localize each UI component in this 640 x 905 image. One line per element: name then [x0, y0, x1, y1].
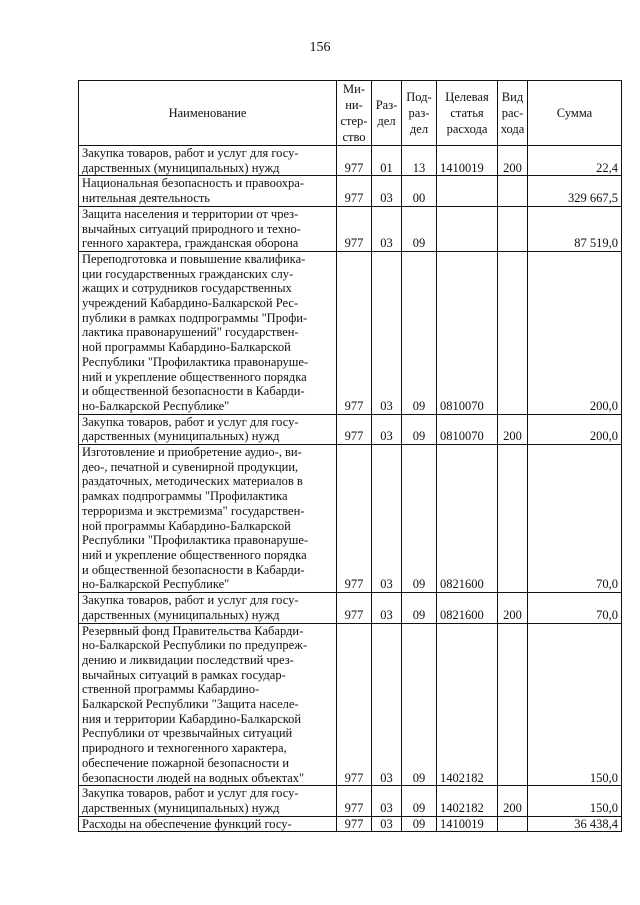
- row-name: Закупка товаров, работ и услуг для госу- дарственных (муниципальных) нужд: [79, 786, 337, 816]
- row-section: 03: [372, 176, 402, 206]
- row-ministry: 977: [337, 445, 372, 593]
- row-target-item: 0810070: [437, 251, 498, 414]
- row-subsection: 09: [402, 623, 437, 786]
- row-amount: 36 438,4: [528, 816, 622, 832]
- row-ministry: 977: [337, 593, 372, 623]
- row-amount: 150,0: [528, 786, 622, 816]
- header-target-item: Целевая статья расхода: [437, 81, 498, 146]
- row-name: Закупка товаров, работ и услуг для госу- дарственных (муниципальных) нужд: [79, 146, 337, 176]
- row-expense-type: [498, 176, 528, 206]
- row-name: Национальная безопасность и правоохра- нительная деятельность: [79, 176, 337, 206]
- page-number: 156: [309, 40, 331, 55]
- row-amount: 87 519,0: [528, 206, 622, 251]
- row-name: Закупка товаров, работ и услуг для госу- дарственных (муниципальных) нужд: [79, 414, 337, 444]
- row-section: 03: [372, 593, 402, 623]
- row-subsection: 13: [402, 146, 437, 176]
- row-expense-type: 200: [498, 786, 528, 816]
- row-name: Переподготовка и повышение квалифика- ции государственных гражданских слу- жащих и сотрудников государственных учреждений Кабардино-Балкарской Рес- публики в рамках подпрограммы "Профи- лактика правонарушений" государствен- ной программы Кабардино-Балкарской Республики "Профилактика правонаруше- ний и укрепление общественного порядка и общественной безопасности в Кабарди- но-Балкарской Республике": [79, 251, 337, 414]
- row-target-item: [437, 206, 498, 251]
- row-target-item: 0821600: [437, 445, 498, 593]
- row-subsection: 09: [402, 414, 437, 444]
- row-subsection: 09: [402, 445, 437, 593]
- row-name: Закупка товаров, работ и услуг для госу- дарственных (муниципальных) нужд: [79, 593, 337, 623]
- row-ministry: 977: [337, 786, 372, 816]
- row-subsection: 09: [402, 786, 437, 816]
- row-subsection: 09: [402, 593, 437, 623]
- header-section: Раз- дел: [372, 81, 402, 146]
- row-expense-type: [498, 251, 528, 414]
- row-ministry: 977: [337, 623, 372, 786]
- row-section: 03: [372, 816, 402, 832]
- row-name: Расходы на обеспечение функций госу-: [79, 816, 337, 832]
- row-ministry: 977: [337, 206, 372, 251]
- row-amount: 22,4: [528, 146, 622, 176]
- header-subsection: Под- раз- дел: [402, 81, 437, 146]
- row-expense-type: [498, 206, 528, 251]
- table-row: [79, 414, 622, 444]
- row-target-item: 0821600: [437, 593, 498, 623]
- header-expense-type: Вид рас- хода: [498, 81, 528, 146]
- table-row: [79, 176, 622, 206]
- row-section: 01: [372, 146, 402, 176]
- row-section: 03: [372, 206, 402, 251]
- row-target-item: [437, 176, 498, 206]
- table-row: [79, 206, 622, 251]
- header-name: Наименование: [79, 81, 337, 146]
- row-amount: 70,0: [528, 593, 622, 623]
- row-ministry: 977: [337, 414, 372, 444]
- row-subsection: 00: [402, 176, 437, 206]
- row-amount: 150,0: [528, 623, 622, 786]
- row-amount: 70,0: [528, 445, 622, 593]
- row-target-item: 1402182: [437, 623, 498, 786]
- row-subsection: 09: [402, 206, 437, 251]
- row-section: 03: [372, 623, 402, 786]
- row-target-item: 0810070: [437, 414, 498, 444]
- row-amount: 329 667,5: [528, 176, 622, 206]
- table-row: [79, 251, 622, 414]
- row-expense-type: [498, 445, 528, 593]
- row-ministry: 977: [337, 176, 372, 206]
- table-row: [79, 816, 622, 832]
- row-expense-type: [498, 623, 528, 786]
- row-ministry: 977: [337, 251, 372, 414]
- row-expense-type: [498, 816, 528, 832]
- table-row: [79, 445, 622, 593]
- header-ministry: Ми- ни- стер- ство: [337, 81, 372, 146]
- header-amount: Сумма: [528, 81, 622, 146]
- row-section: 03: [372, 786, 402, 816]
- table-row: [79, 623, 622, 786]
- budget-table: [78, 80, 622, 832]
- row-amount: 200,0: [528, 414, 622, 444]
- table-header-row: [79, 81, 622, 146]
- row-expense-type: 200: [498, 414, 528, 444]
- row-expense-type: 200: [498, 146, 528, 176]
- row-name: Изготовление и приобретение аудио-, ви- део-, печатной и сувенирной продукции, раздаточных, методических материалов в рамках подпрограммы "Профилактика терроризма и экстремизма" государствен- ной программы Кабардино-Балкарской Республики "Профилактика правонаруше- ний и укрепление общественного порядка и общественной безопасности в Кабарди- но-Балкарской Республике": [79, 445, 337, 593]
- row-ministry: 977: [337, 146, 372, 176]
- row-target-item: 1410019: [437, 816, 498, 832]
- row-target-item: 1402182: [437, 786, 498, 816]
- row-amount: 200,0: [528, 251, 622, 414]
- row-ministry: 977: [337, 816, 372, 832]
- row-subsection: 09: [402, 251, 437, 414]
- row-subsection: 09: [402, 816, 437, 832]
- table-row: [79, 786, 622, 816]
- row-section: 03: [372, 251, 402, 414]
- row-section: 03: [372, 445, 402, 593]
- row-name: Защита населения и территории от чрез- вычайных ситуаций природного и техно- генного характера, гражданская оборона: [79, 206, 337, 251]
- row-section: 03: [372, 414, 402, 444]
- table-row: [79, 593, 622, 623]
- table-row: [79, 146, 622, 176]
- row-name: Резервный фонд Правительства Кабарди- но-Балкарской Республики по предупреж- дению и ликвидации последствий чрез- вычайных ситуаций в рамках государ- ственной программы Кабардино- Балкарской Республики "Защита населе- ния и территории Кабардино-Балкарской Республики от чрезвычайных ситуаций природного и техногенного характера, обеспечение пожарной безопасности и безопасности людей на водных объектах": [79, 623, 337, 786]
- row-expense-type: 200: [498, 593, 528, 623]
- row-target-item: 1410019: [437, 146, 498, 176]
